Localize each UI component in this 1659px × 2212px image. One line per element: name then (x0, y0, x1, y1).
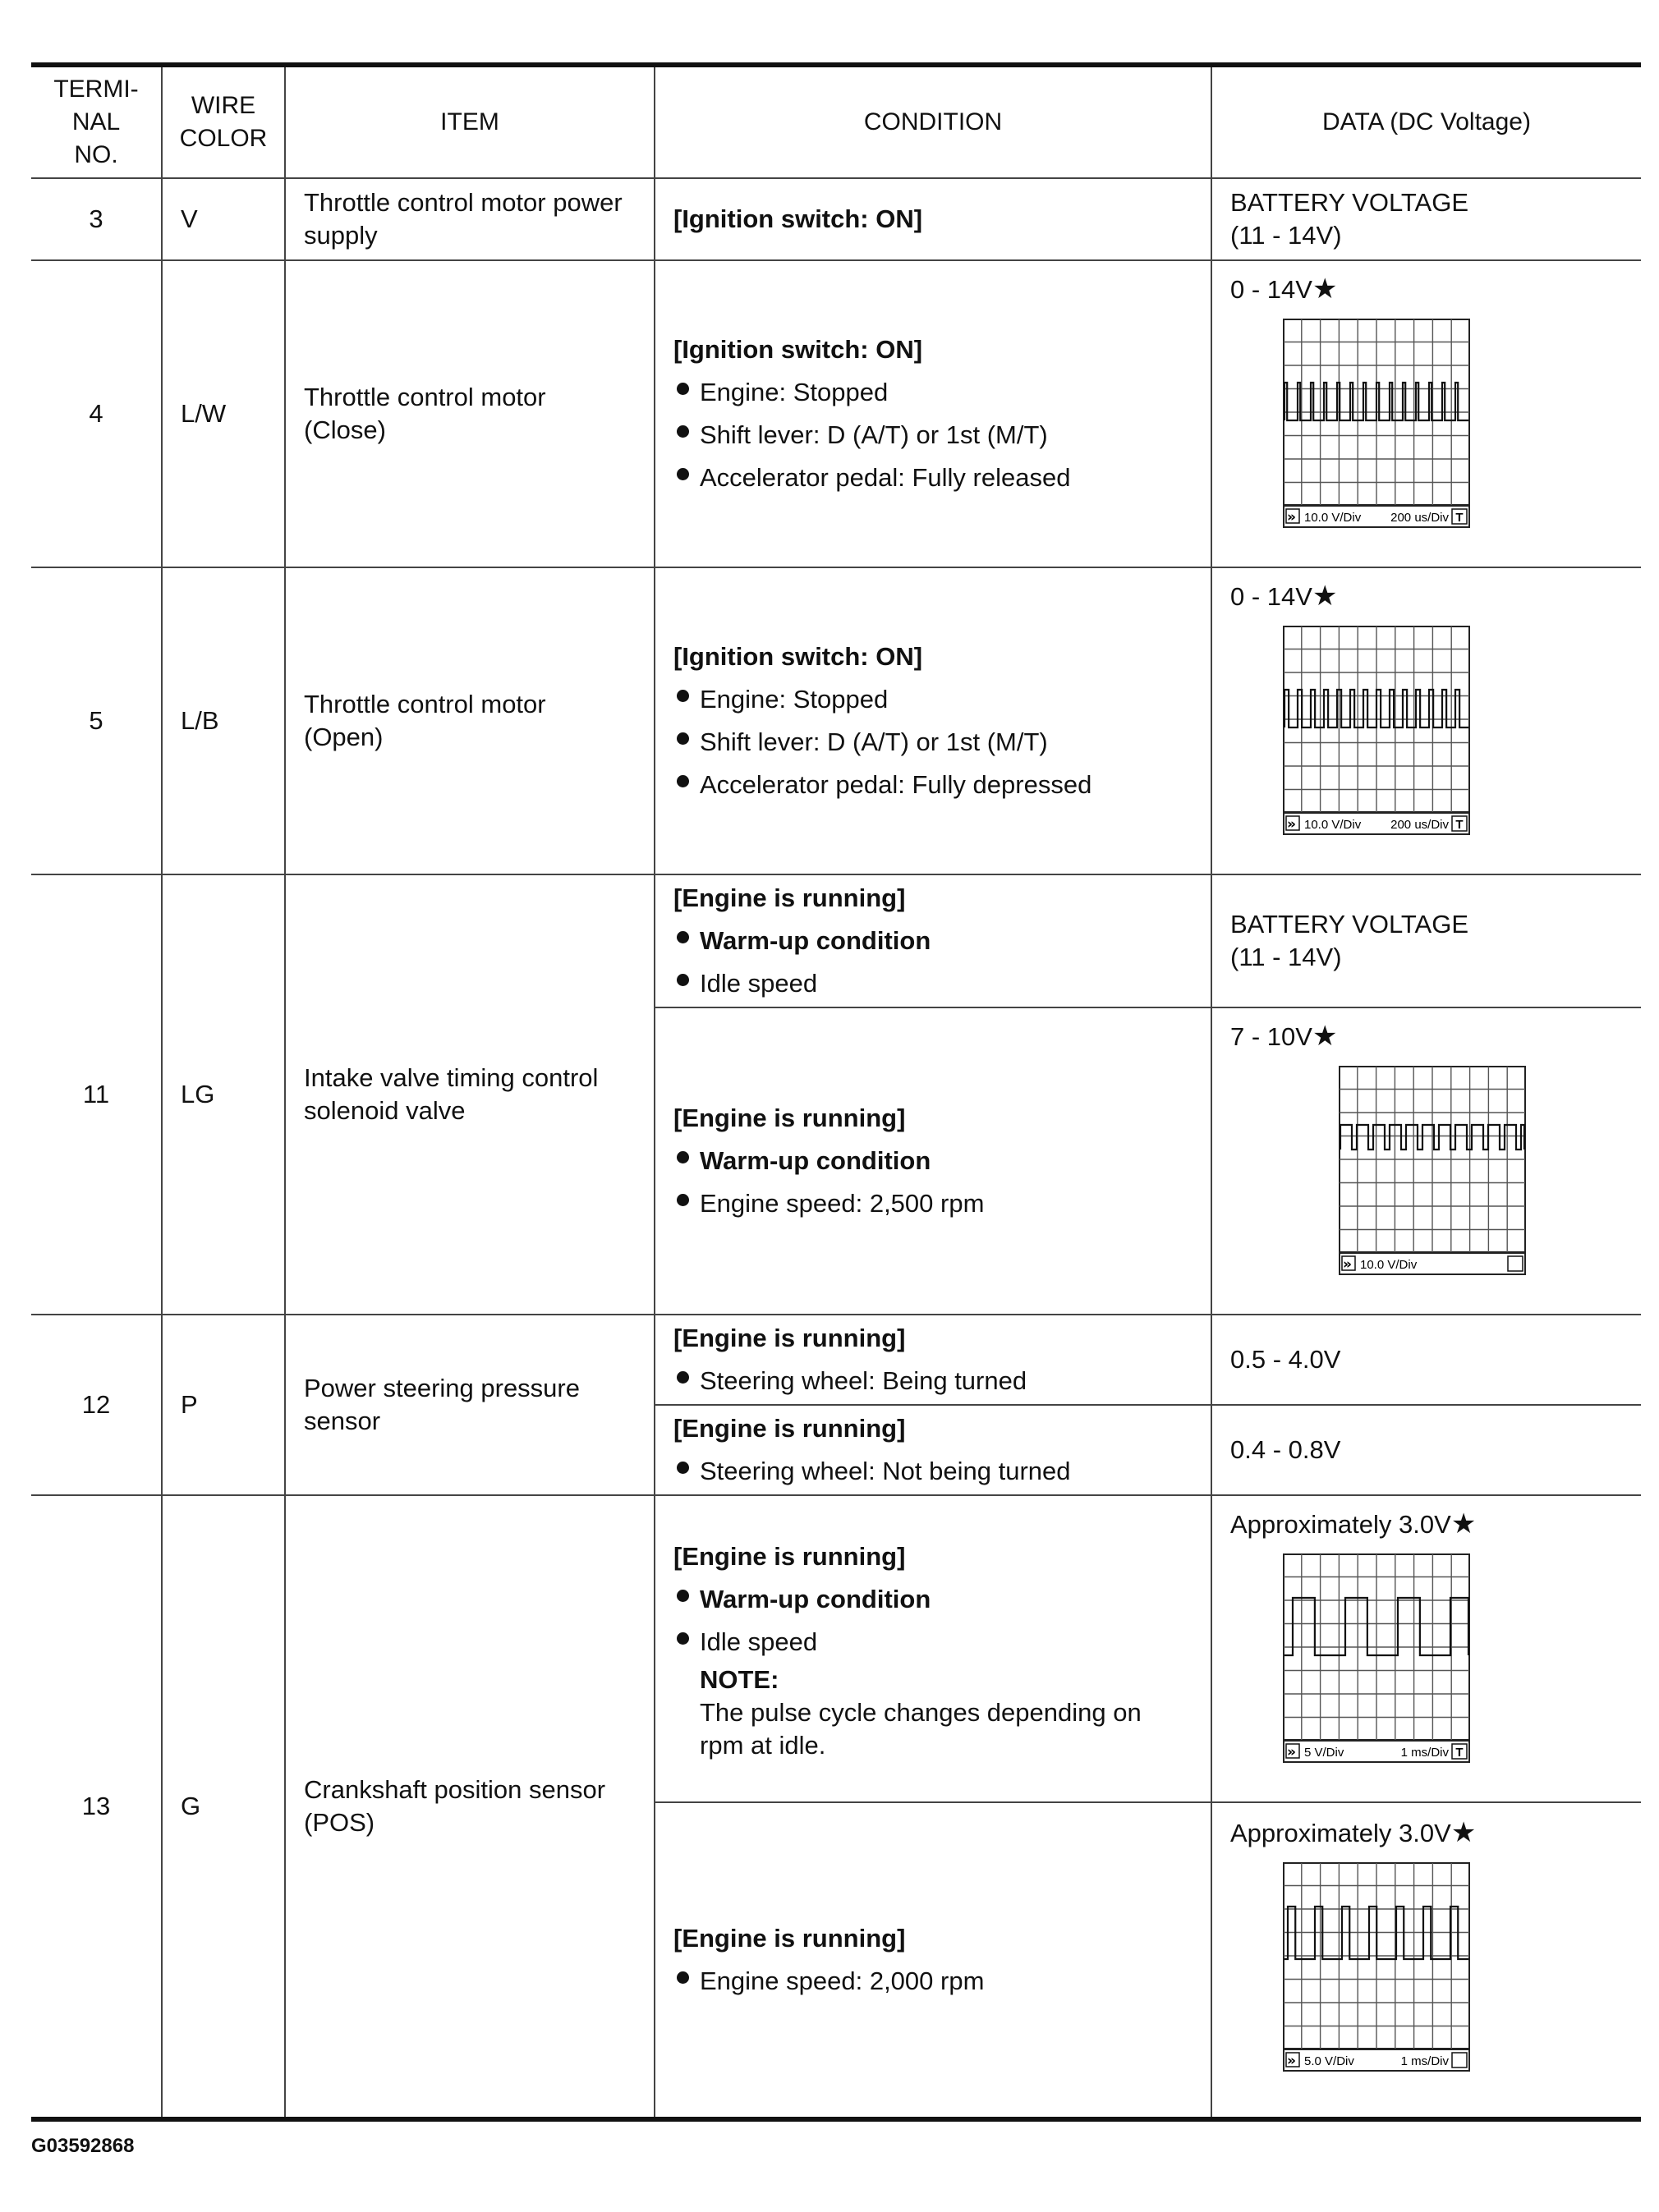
oscilloscope-waveform (1283, 319, 1470, 527)
terminal-number: 12 (81, 1390, 111, 1419)
scope-volt-scale: 10.0 V/Div (1304, 511, 1362, 525)
note-label: NOTE: (700, 1665, 779, 1694)
oscilloscope-waveform (1339, 1066, 1526, 1274)
condition: [Engine is running] Steering wheel: Being turned (655, 1315, 1211, 1404)
wire-color: L/W (181, 399, 227, 428)
terminal-data-table (31, 62, 1641, 2122)
header-item: ITEM (440, 108, 499, 135)
scope-volt-scale: 5 V/Div (1304, 1746, 1344, 1760)
item-description: Crankshaft position sensor (POS) (304, 1775, 606, 1837)
item-description: Intake valve timing control solenoid valve (304, 1063, 599, 1125)
star-mark-icon: ★ (1450, 1817, 1477, 1848)
scope-volt-scale: 10.0 V/Div (1360, 1258, 1418, 1272)
header-wire-color: WIRE COLOR (179, 92, 268, 152)
wire-color: G (181, 1792, 201, 1820)
scope-arrow-icon: » (1287, 1744, 1296, 1760)
oscilloscope-waveform (1283, 626, 1470, 834)
wire-color: V (181, 204, 198, 233)
data-voltage: Approximately 3.0V★ (1230, 1817, 1477, 1848)
scope-time-scale: 1 ms/Div (1400, 1746, 1449, 1760)
wire-color: LG (181, 1080, 215, 1108)
header-condition: CONDITION (863, 108, 1003, 135)
scope-trigger-box (1452, 2053, 1467, 2067)
scope-trigger-label: T (1455, 1746, 1464, 1760)
star-mark-icon: ★ (1312, 273, 1338, 305)
scope-trigger-label: T (1455, 511, 1464, 525)
data-voltage: Approximately 3.0V★ (1230, 1508, 1477, 1540)
scope-arrow-icon: » (1343, 1256, 1352, 1273)
data-voltage: 0.4 - 0.8V (1230, 1435, 1341, 1464)
condition: [Engine is running] Engine speed: 2,000 rpm (655, 1803, 1211, 2117)
scope-volt-scale: 10.0 V/Div (1304, 818, 1362, 832)
header-data: DATA (DC Voltage) (1322, 108, 1531, 135)
data-voltage: 0 - 14V★ (1230, 581, 1338, 612)
scope-time-scale: 200 us/Div (1390, 511, 1449, 525)
star-mark-icon: ★ (1450, 1508, 1477, 1540)
condition: [Ignition switch: ON] (673, 204, 923, 233)
data-voltage: 7 - 10V★ (1230, 1021, 1338, 1052)
terminal-number: 13 (81, 1792, 111, 1820)
item-description: Throttle control motor (Close) (304, 383, 546, 444)
condition: [Engine is running] Warm-up condition Idle speed NOTE: The pulse cycle changes depending on rpm at idle. (673, 1542, 1142, 1760)
data-voltage: BATTERY VOLTAGE (11 - 14V) (1230, 188, 1468, 250)
condition: [Ignition switch: ON] Engine: Stopped Shift lever: D (A/T) or 1st (M/T) Accelerator pedal: Fully released (655, 261, 1211, 567)
wire-color: P (181, 1390, 198, 1419)
terminal-number: 5 (89, 706, 103, 735)
condition: [Engine is running] Warm-up condition Engine speed: 2,500 rpm (655, 1008, 1211, 1314)
oscilloscope-waveform (1283, 1553, 1470, 1762)
scope-arrow-icon: » (1287, 509, 1296, 525)
scope-trigger-label: T (1455, 818, 1464, 832)
terminal-number: 4 (89, 399, 103, 428)
wire-color: L/B (181, 706, 219, 735)
terminal-number: 11 (82, 1080, 110, 1108)
scope-time-scale: 200 us/Div (1390, 818, 1449, 832)
scope-arrow-icon: » (1287, 816, 1296, 833)
scope-volt-scale: 5.0 V/Div (1304, 2054, 1354, 2068)
condition: [Engine is running] Warm-up condition Idle speed (655, 875, 1211, 1007)
terminal-number: 3 (89, 204, 103, 233)
condition: [Engine is running] Steering wheel: Not being turned (655, 1406, 1211, 1494)
scope-trigger-box (1508, 1256, 1523, 1271)
item-description: Throttle control motor (Open) (304, 690, 546, 751)
data-voltage: BATTERY VOLTAGE (11 - 14V) (1230, 910, 1468, 971)
data-voltage: 0.5 - 4.0V (1230, 1345, 1341, 1374)
star-mark-icon: ★ (1312, 581, 1338, 612)
scope-arrow-icon: » (1287, 2053, 1296, 2069)
oscilloscope-waveform (1283, 1862, 1470, 2071)
data-voltage: 0 - 14V★ (1230, 273, 1338, 305)
table-bottom-rule (31, 2117, 1641, 2122)
star-mark-icon: ★ (1312, 1021, 1338, 1052)
item-description: Power steering pressure sensor (304, 1374, 580, 1435)
header-terminal-no: TERMI- NAL NO. (53, 76, 139, 168)
column-divider (1211, 67, 1212, 2117)
scope-time-scale: 1 ms/Div (1400, 2054, 1449, 2068)
item-description: Throttle control motor power supply (304, 188, 623, 250)
figure-code: G03592868 (31, 2135, 135, 2157)
condition: [Ignition switch: ON] Engine: Stopped Shift lever: D (A/T) or 1st (M/T) Accelerator pedal: Fully depressed (655, 568, 1211, 874)
